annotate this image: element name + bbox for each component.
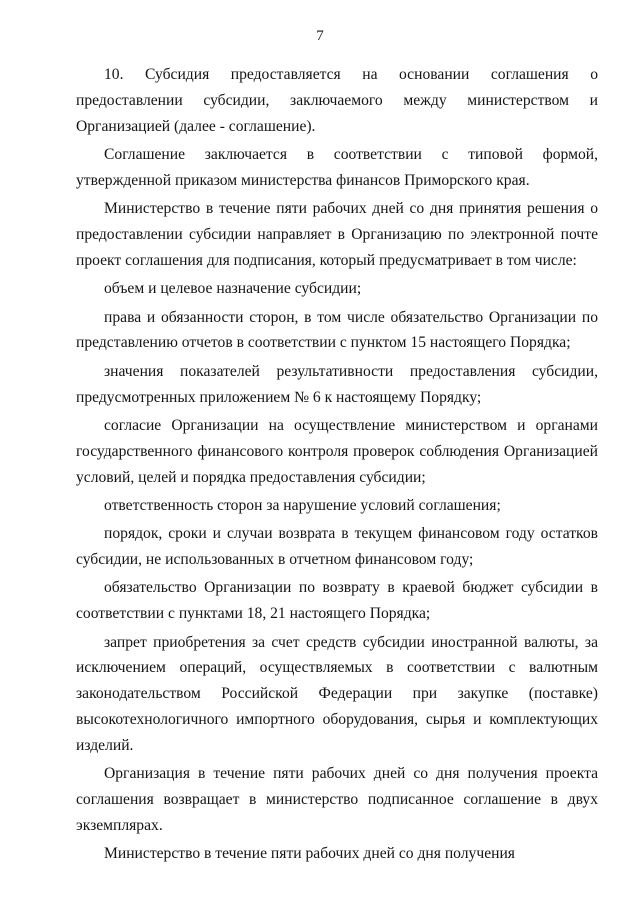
paragraph-ministry-sends-draft: Министерство в течение пяти рабочих дней со дня принятия решения о предоставлении субсидии направляет в Организацию по электронной почте проект соглашения для подписания, который предусматривает в том числе: bbox=[76, 200, 598, 269]
list-item-currency-ban: запрет приобретения за счет средств субсидии иностранной валюты, за исключением операций, осуществляемых в соответствии с валютным законодательством Российской Федерации при закупке (поставке) высокотехнологичного импортного оборудования, сырья и комплектующих изделий. bbox=[76, 633, 598, 754]
list-item-performance-indicators: значения показателей результативности предоставления субсидии, предусмотренных приложением № 6 к настоящему Порядку; bbox=[76, 362, 598, 406]
list-item-consent-to-audit: согласие Организации на осуществление министерством и органами государственного финансового контроля проверок соблюдения Организацией условий, целей и порядка предоставления субсидии; bbox=[76, 416, 598, 486]
paragraph-standard-form: Соглашение заключается в соответствии с типовой формой, утвержденной приказом министерства финансов Приморского края. bbox=[76, 145, 598, 189]
list-item-volume-purpose: объем и целевое назначение субсидии; bbox=[104, 280, 362, 298]
list-item-liability: ответственность сторон за нарушение условий соглашения; bbox=[104, 496, 501, 514]
list-item-rights-obligations: права и обязанности сторон, в том числе обязательство Организации по представлению отчетов в соответствии с пунктом 15 настоящего Порядка; bbox=[76, 308, 598, 352]
paragraph-agreement-basis: 10. Субсидия предоставляется на основании соглашения о предоставлении субсидии, заключаемого между министерством и Организацией (далее - соглашение). bbox=[76, 66, 598, 135]
paragraph-ministry-within-five-days: Министерство в течение пяти рабочих дней со дня получения bbox=[104, 845, 515, 863]
paragraph-signed-return: Организация в течение пяти рабочих дней со дня получения проекта соглашения возвращает в министерство подписанное соглашение в двух экземплярах. bbox=[76, 765, 598, 834]
list-item-refund-obligation: обязательство Организации по возврату в краевой бюджет субсидии в соответствии с пунктами 18, 21 настоящего Порядка; bbox=[76, 579, 598, 623]
document-body bbox=[76, 62, 598, 870]
page-number: 7 bbox=[316, 28, 324, 44]
list-item-return-of-balances: порядок, сроки и случаи возврата в текущем финансовом году остатков субсидии, не использованных в отчетном финансовом году; bbox=[76, 525, 598, 569]
